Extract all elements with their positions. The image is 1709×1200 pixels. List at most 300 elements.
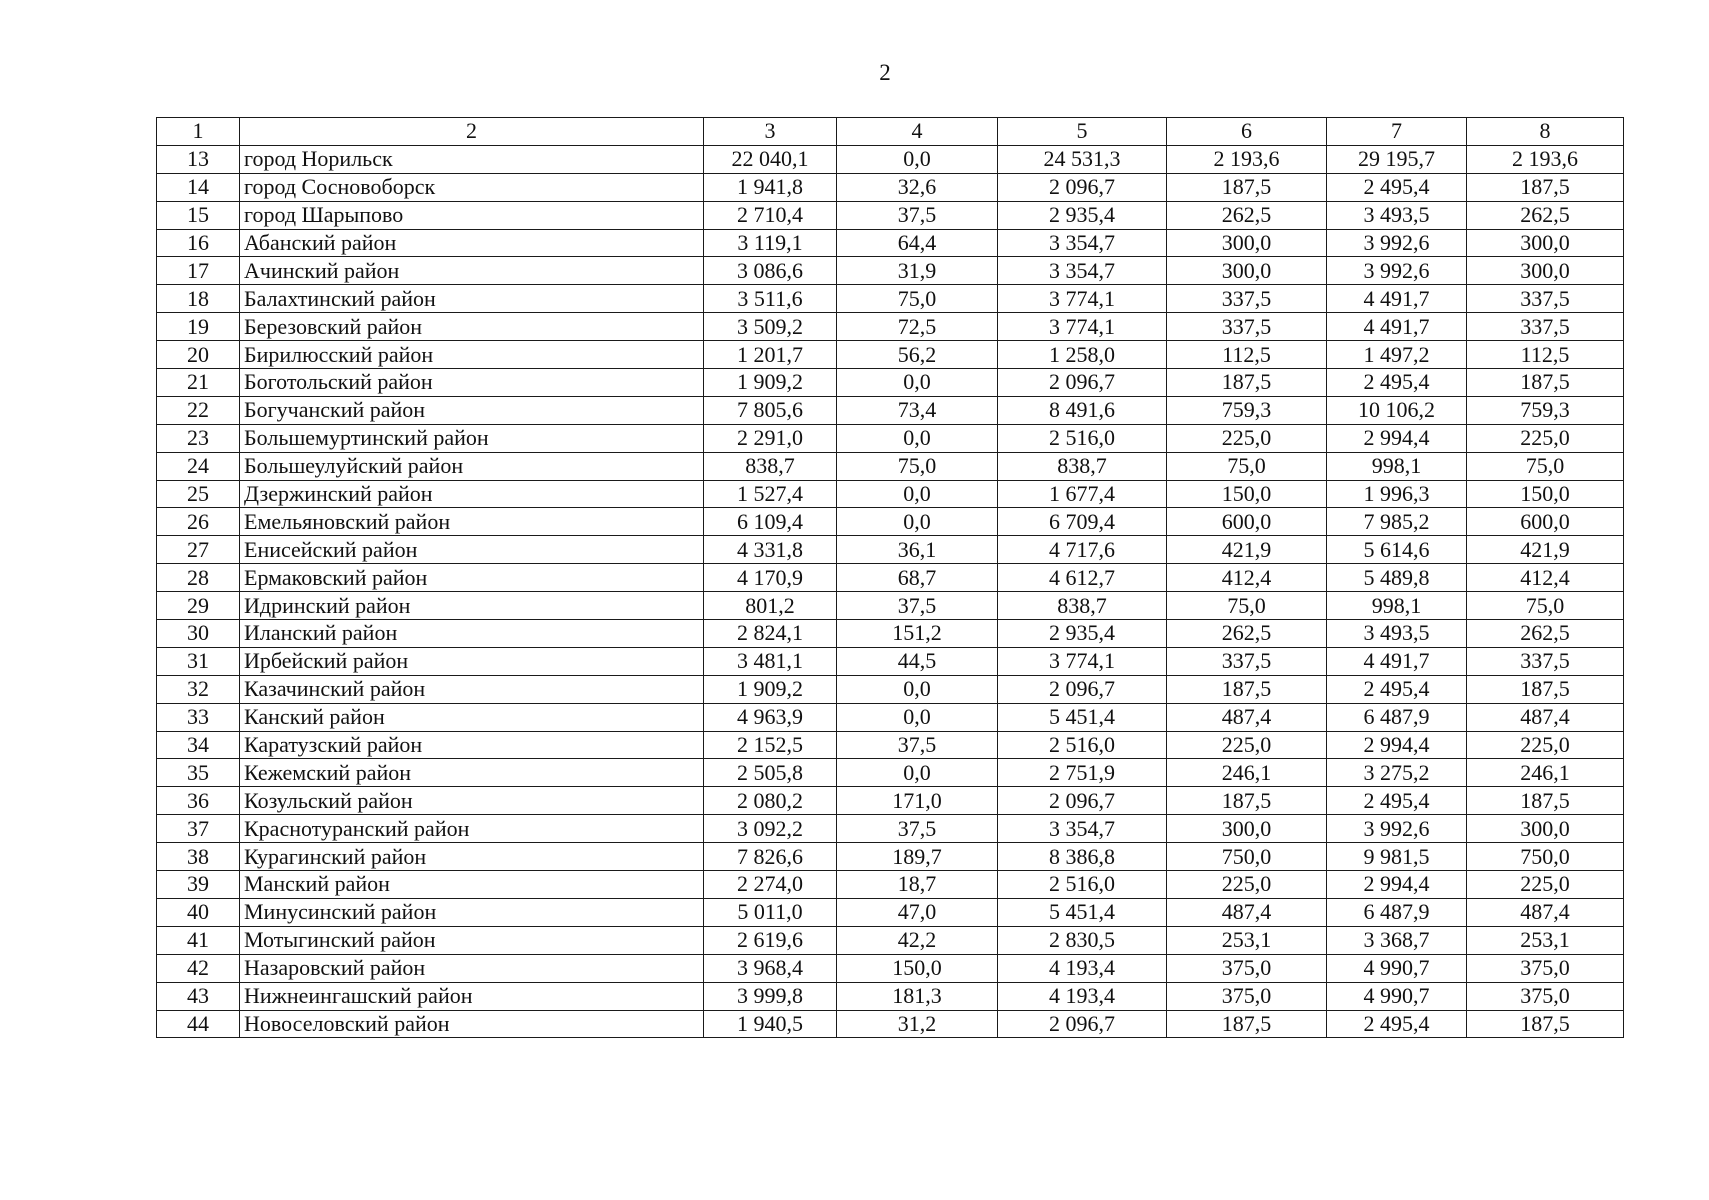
value-cell-col5: 3 354,7 xyxy=(998,257,1167,285)
value-cell-col5: 6 709,4 xyxy=(998,508,1167,536)
row-number-cell: 34 xyxy=(157,731,240,759)
row-number-cell: 13 xyxy=(157,145,240,173)
value-cell-col4: 0,0 xyxy=(837,369,998,397)
value-cell-col8: 337,5 xyxy=(1467,647,1624,675)
value-cell-col5: 5 451,4 xyxy=(998,703,1167,731)
value-cell-col7: 2 495,4 xyxy=(1327,675,1467,703)
row-number-cell: 28 xyxy=(157,564,240,592)
row-number-cell: 30 xyxy=(157,620,240,648)
table-row xyxy=(157,536,1624,564)
value-cell-col4: 0,0 xyxy=(837,508,998,536)
value-cell-col4: 189,7 xyxy=(837,843,998,871)
column-number-header: 8 xyxy=(1467,118,1624,146)
value-cell-col5: 8 491,6 xyxy=(998,396,1167,424)
value-cell-col8: 337,5 xyxy=(1467,313,1624,341)
table-row xyxy=(157,982,1624,1010)
district-name-cell: Богучанский район xyxy=(240,396,704,424)
district-name-cell: Минусинский район xyxy=(240,898,704,926)
district-name-cell: Курагинский район xyxy=(240,843,704,871)
value-cell-col7: 998,1 xyxy=(1327,452,1467,480)
row-number-cell: 39 xyxy=(157,871,240,899)
data-table xyxy=(156,117,1624,1038)
value-cell-col7: 2 994,4 xyxy=(1327,424,1467,452)
column-number-header: 1 xyxy=(157,118,240,146)
row-number-cell: 41 xyxy=(157,926,240,954)
value-cell-col7: 2 495,4 xyxy=(1327,1010,1467,1038)
value-cell-col3: 4 170,9 xyxy=(704,564,837,592)
value-cell-col3: 2 619,6 xyxy=(704,926,837,954)
row-number-cell: 36 xyxy=(157,787,240,815)
district-name-cell: Назаровский район xyxy=(240,954,704,982)
value-cell-col6: 300,0 xyxy=(1167,257,1327,285)
value-cell-col7: 1 996,3 xyxy=(1327,480,1467,508)
value-cell-col6: 300,0 xyxy=(1167,229,1327,257)
value-cell-col4: 44,5 xyxy=(837,647,998,675)
value-cell-col3: 3 481,1 xyxy=(704,647,837,675)
value-cell-col4: 0,0 xyxy=(837,703,998,731)
value-cell-col7: 4 990,7 xyxy=(1327,982,1467,1010)
row-number-cell: 29 xyxy=(157,592,240,620)
district-name-cell: город Шарыпово xyxy=(240,201,704,229)
value-cell-col5: 2 935,4 xyxy=(998,201,1167,229)
value-cell-col8: 421,9 xyxy=(1467,536,1624,564)
value-cell-col3: 2 505,8 xyxy=(704,759,837,787)
value-cell-col8: 600,0 xyxy=(1467,508,1624,536)
value-cell-col7: 4 491,7 xyxy=(1327,313,1467,341)
value-cell-col4: 0,0 xyxy=(837,675,998,703)
value-cell-col5: 2 096,7 xyxy=(998,675,1167,703)
value-cell-col4: 47,0 xyxy=(837,898,998,926)
table-row xyxy=(157,592,1624,620)
value-cell-col4: 32,6 xyxy=(837,173,998,201)
value-cell-col6: 150,0 xyxy=(1167,480,1327,508)
row-number-cell: 42 xyxy=(157,954,240,982)
table-row xyxy=(157,201,1624,229)
value-cell-col7: 4 990,7 xyxy=(1327,954,1467,982)
value-cell-col8: 187,5 xyxy=(1467,369,1624,397)
value-cell-col6: 225,0 xyxy=(1167,424,1327,452)
value-cell-col5: 2 751,9 xyxy=(998,759,1167,787)
column-number-header: 2 xyxy=(240,118,704,146)
value-cell-col8: 187,5 xyxy=(1467,787,1624,815)
value-cell-col7: 2 994,4 xyxy=(1327,731,1467,759)
value-cell-col4: 42,2 xyxy=(837,926,998,954)
table-row xyxy=(157,954,1624,982)
district-name-cell: Бирилюсский район xyxy=(240,341,704,369)
value-cell-col8: 750,0 xyxy=(1467,843,1624,871)
value-cell-col8: 150,0 xyxy=(1467,480,1624,508)
column-number-header: 3 xyxy=(704,118,837,146)
value-cell-col5: 3 774,1 xyxy=(998,647,1167,675)
value-cell-col7: 5 489,8 xyxy=(1327,564,1467,592)
value-cell-col5: 24 531,3 xyxy=(998,145,1167,173)
value-cell-col5: 2 516,0 xyxy=(998,424,1167,452)
row-number-cell: 25 xyxy=(157,480,240,508)
district-name-cell: Емельяновский район xyxy=(240,508,704,536)
table-row xyxy=(157,926,1624,954)
value-cell-col6: 246,1 xyxy=(1167,759,1327,787)
value-cell-col5: 2 096,7 xyxy=(998,787,1167,815)
district-name-cell: Мотыгинский район xyxy=(240,926,704,954)
table-row xyxy=(157,452,1624,480)
value-cell-col6: 187,5 xyxy=(1167,787,1327,815)
district-name-cell: Березовский район xyxy=(240,313,704,341)
value-cell-col6: 487,4 xyxy=(1167,898,1327,926)
value-cell-col7: 9 981,5 xyxy=(1327,843,1467,871)
district-name-cell: Казачинский район xyxy=(240,675,704,703)
district-name-cell: Каратузский район xyxy=(240,731,704,759)
value-cell-col8: 225,0 xyxy=(1467,424,1624,452)
value-cell-col6: 225,0 xyxy=(1167,731,1327,759)
table-row xyxy=(157,508,1624,536)
table-row xyxy=(157,620,1624,648)
value-cell-col8: 225,0 xyxy=(1467,731,1624,759)
row-number-cell: 32 xyxy=(157,675,240,703)
row-number-cell: 44 xyxy=(157,1010,240,1038)
value-cell-col3: 7 826,6 xyxy=(704,843,837,871)
row-number-cell: 24 xyxy=(157,452,240,480)
value-cell-col6: 375,0 xyxy=(1167,954,1327,982)
column-number-header: 7 xyxy=(1327,118,1467,146)
value-cell-col4: 150,0 xyxy=(837,954,998,982)
value-cell-col7: 5 614,6 xyxy=(1327,536,1467,564)
value-cell-col7: 3 493,5 xyxy=(1327,201,1467,229)
value-cell-col5: 3 774,1 xyxy=(998,313,1167,341)
table-row xyxy=(157,843,1624,871)
value-cell-col6: 262,5 xyxy=(1167,201,1327,229)
district-name-cell: Дзержинский район xyxy=(240,480,704,508)
value-cell-col5: 8 386,8 xyxy=(998,843,1167,871)
value-cell-col6: 187,5 xyxy=(1167,173,1327,201)
row-number-cell: 20 xyxy=(157,341,240,369)
value-cell-col6: 253,1 xyxy=(1167,926,1327,954)
district-name-cell: город Норильск xyxy=(240,145,704,173)
row-number-cell: 31 xyxy=(157,647,240,675)
value-cell-col7: 6 487,9 xyxy=(1327,898,1467,926)
district-name-cell: Ермаковский район xyxy=(240,564,704,592)
value-cell-col4: 64,4 xyxy=(837,229,998,257)
column-number-header: 4 xyxy=(837,118,998,146)
value-cell-col7: 4 491,7 xyxy=(1327,647,1467,675)
value-cell-col8: 375,0 xyxy=(1467,982,1624,1010)
value-cell-col4: 18,7 xyxy=(837,871,998,899)
value-cell-col3: 3 119,1 xyxy=(704,229,837,257)
value-cell-col3: 7 805,6 xyxy=(704,396,837,424)
value-cell-col3: 22 040,1 xyxy=(704,145,837,173)
row-number-cell: 23 xyxy=(157,424,240,452)
row-number-cell: 33 xyxy=(157,703,240,731)
value-cell-col3: 2 710,4 xyxy=(704,201,837,229)
value-cell-col3: 2 152,5 xyxy=(704,731,837,759)
value-cell-col5: 4 612,7 xyxy=(998,564,1167,592)
value-cell-col3: 838,7 xyxy=(704,452,837,480)
value-cell-col3: 3 968,4 xyxy=(704,954,837,982)
value-cell-col7: 998,1 xyxy=(1327,592,1467,620)
value-cell-col6: 75,0 xyxy=(1167,592,1327,620)
value-cell-col6: 421,9 xyxy=(1167,536,1327,564)
table-body xyxy=(157,118,1624,1038)
value-cell-col4: 31,9 xyxy=(837,257,998,285)
value-cell-col7: 4 491,7 xyxy=(1327,285,1467,313)
value-cell-col3: 801,2 xyxy=(704,592,837,620)
value-cell-col5: 2 096,7 xyxy=(998,369,1167,397)
value-cell-col3: 2 824,1 xyxy=(704,620,837,648)
value-cell-col6: 2 193,6 xyxy=(1167,145,1327,173)
district-name-cell: Новоселовский район xyxy=(240,1010,704,1038)
table-row xyxy=(157,369,1624,397)
value-cell-col5: 4 193,4 xyxy=(998,954,1167,982)
table-row xyxy=(157,313,1624,341)
value-cell-col3: 1 527,4 xyxy=(704,480,837,508)
value-cell-col3: 3 509,2 xyxy=(704,313,837,341)
value-cell-col3: 6 109,4 xyxy=(704,508,837,536)
row-number-cell: 22 xyxy=(157,396,240,424)
value-cell-col4: 31,2 xyxy=(837,1010,998,1038)
row-number-cell: 18 xyxy=(157,285,240,313)
value-cell-col7: 29 195,7 xyxy=(1327,145,1467,173)
value-cell-col6: 112,5 xyxy=(1167,341,1327,369)
value-cell-col7: 10 106,2 xyxy=(1327,396,1467,424)
value-cell-col4: 0,0 xyxy=(837,759,998,787)
district-name-cell: Краснотуранский район xyxy=(240,815,704,843)
table-row xyxy=(157,703,1624,731)
value-cell-col5: 4 193,4 xyxy=(998,982,1167,1010)
value-cell-col6: 75,0 xyxy=(1167,452,1327,480)
value-cell-col6: 337,5 xyxy=(1167,647,1327,675)
row-number-cell: 21 xyxy=(157,369,240,397)
value-cell-col7: 3 992,6 xyxy=(1327,229,1467,257)
value-cell-col8: 412,4 xyxy=(1467,564,1624,592)
value-cell-col3: 4 963,9 xyxy=(704,703,837,731)
value-cell-col6: 750,0 xyxy=(1167,843,1327,871)
value-cell-col3: 1 909,2 xyxy=(704,369,837,397)
value-cell-col8: 487,4 xyxy=(1467,898,1624,926)
value-cell-col5: 2 935,4 xyxy=(998,620,1167,648)
row-number-cell: 40 xyxy=(157,898,240,926)
value-cell-col8: 375,0 xyxy=(1467,954,1624,982)
table-row xyxy=(157,396,1624,424)
value-cell-col8: 187,5 xyxy=(1467,1010,1624,1038)
table-row xyxy=(157,424,1624,452)
row-number-cell: 14 xyxy=(157,173,240,201)
value-cell-col3: 1 941,8 xyxy=(704,173,837,201)
value-cell-col5: 3 774,1 xyxy=(998,285,1167,313)
value-cell-col6: 262,5 xyxy=(1167,620,1327,648)
value-cell-col8: 112,5 xyxy=(1467,341,1624,369)
value-cell-col5: 3 354,7 xyxy=(998,815,1167,843)
value-cell-col4: 56,2 xyxy=(837,341,998,369)
value-cell-col5: 838,7 xyxy=(998,452,1167,480)
district-name-cell: Ачинский район xyxy=(240,257,704,285)
value-cell-col8: 75,0 xyxy=(1467,592,1624,620)
value-cell-col7: 3 275,2 xyxy=(1327,759,1467,787)
table-row xyxy=(157,229,1624,257)
district-name-cell: Канский район xyxy=(240,703,704,731)
value-cell-col5: 838,7 xyxy=(998,592,1167,620)
value-cell-col8: 2 193,6 xyxy=(1467,145,1624,173)
district-name-cell: Козульский район xyxy=(240,787,704,815)
row-number-cell: 26 xyxy=(157,508,240,536)
table-row xyxy=(157,898,1624,926)
district-name-cell: Нижнеингашский район xyxy=(240,982,704,1010)
district-name-cell: Иланский район xyxy=(240,620,704,648)
value-cell-col3: 5 011,0 xyxy=(704,898,837,926)
row-number-cell: 16 xyxy=(157,229,240,257)
table-row xyxy=(157,787,1624,815)
value-cell-col4: 37,5 xyxy=(837,731,998,759)
table-row xyxy=(157,647,1624,675)
value-cell-col8: 187,5 xyxy=(1467,675,1624,703)
value-cell-col7: 3 992,6 xyxy=(1327,257,1467,285)
value-cell-col7: 6 487,9 xyxy=(1327,703,1467,731)
table-row xyxy=(157,285,1624,313)
value-cell-col3: 4 331,8 xyxy=(704,536,837,564)
value-cell-col8: 300,0 xyxy=(1467,229,1624,257)
table-row xyxy=(157,675,1624,703)
district-name-cell: город Сосновоборск xyxy=(240,173,704,201)
value-cell-col6: 337,5 xyxy=(1167,313,1327,341)
value-cell-col6: 187,5 xyxy=(1167,675,1327,703)
value-cell-col7: 3 368,7 xyxy=(1327,926,1467,954)
value-cell-col4: 171,0 xyxy=(837,787,998,815)
value-cell-col5: 2 516,0 xyxy=(998,871,1167,899)
table-row xyxy=(157,564,1624,592)
table-row xyxy=(157,871,1624,899)
value-cell-col3: 3 086,6 xyxy=(704,257,837,285)
value-cell-col4: 72,5 xyxy=(837,313,998,341)
value-cell-col4: 68,7 xyxy=(837,564,998,592)
table-row xyxy=(157,341,1624,369)
value-cell-col8: 759,3 xyxy=(1467,396,1624,424)
value-cell-col4: 36,1 xyxy=(837,536,998,564)
value-cell-col8: 262,5 xyxy=(1467,201,1624,229)
value-cell-col3: 2 080,2 xyxy=(704,787,837,815)
value-cell-col8: 253,1 xyxy=(1467,926,1624,954)
value-cell-col8: 300,0 xyxy=(1467,257,1624,285)
value-cell-col6: 600,0 xyxy=(1167,508,1327,536)
district-name-cell: Идринский район xyxy=(240,592,704,620)
value-cell-col8: 225,0 xyxy=(1467,871,1624,899)
value-cell-col3: 1 201,7 xyxy=(704,341,837,369)
table-header-row xyxy=(157,118,1624,146)
value-cell-col5: 4 717,6 xyxy=(998,536,1167,564)
value-cell-col6: 187,5 xyxy=(1167,369,1327,397)
value-cell-col8: 187,5 xyxy=(1467,173,1624,201)
value-cell-col5: 3 354,7 xyxy=(998,229,1167,257)
row-number-cell: 27 xyxy=(157,536,240,564)
value-cell-col4: 37,5 xyxy=(837,592,998,620)
value-cell-col5: 1 677,4 xyxy=(998,480,1167,508)
value-cell-col7: 3 992,6 xyxy=(1327,815,1467,843)
value-cell-col6: 412,4 xyxy=(1167,564,1327,592)
value-cell-col3: 3 511,6 xyxy=(704,285,837,313)
column-number-header: 6 xyxy=(1167,118,1327,146)
table-row xyxy=(157,731,1624,759)
value-cell-col4: 181,3 xyxy=(837,982,998,1010)
value-cell-col7: 2 495,4 xyxy=(1327,369,1467,397)
value-cell-col6: 187,5 xyxy=(1167,1010,1327,1038)
district-name-cell: Манский район xyxy=(240,871,704,899)
value-cell-col4: 0,0 xyxy=(837,145,998,173)
value-cell-col4: 73,4 xyxy=(837,396,998,424)
value-cell-col8: 262,5 xyxy=(1467,620,1624,648)
value-cell-col4: 75,0 xyxy=(837,285,998,313)
row-number-cell: 19 xyxy=(157,313,240,341)
value-cell-col7: 2 495,4 xyxy=(1327,173,1467,201)
value-cell-col8: 246,1 xyxy=(1467,759,1624,787)
value-cell-col4: 0,0 xyxy=(837,424,998,452)
page-number: 2 xyxy=(879,60,891,85)
value-cell-col6: 375,0 xyxy=(1167,982,1327,1010)
value-cell-col5: 5 451,4 xyxy=(998,898,1167,926)
row-number-cell: 37 xyxy=(157,815,240,843)
district-name-cell: Ирбейский район xyxy=(240,647,704,675)
value-cell-col7: 3 493,5 xyxy=(1327,620,1467,648)
value-cell-col5: 2 516,0 xyxy=(998,731,1167,759)
column-number-header: 5 xyxy=(998,118,1167,146)
value-cell-col8: 75,0 xyxy=(1467,452,1624,480)
value-cell-col6: 487,4 xyxy=(1167,703,1327,731)
table-row xyxy=(157,480,1624,508)
value-cell-col7: 2 994,4 xyxy=(1327,871,1467,899)
value-cell-col7: 1 497,2 xyxy=(1327,341,1467,369)
value-cell-col4: 75,0 xyxy=(837,452,998,480)
table-row xyxy=(157,815,1624,843)
value-cell-col5: 2 096,7 xyxy=(998,1010,1167,1038)
district-name-cell: Боготольский район xyxy=(240,369,704,397)
value-cell-col8: 337,5 xyxy=(1467,285,1624,313)
value-cell-col6: 300,0 xyxy=(1167,815,1327,843)
table-row xyxy=(157,145,1624,173)
value-cell-col4: 151,2 xyxy=(837,620,998,648)
value-cell-col8: 300,0 xyxy=(1467,815,1624,843)
district-name-cell: Большемуртинский район xyxy=(240,424,704,452)
value-cell-col6: 337,5 xyxy=(1167,285,1327,313)
value-cell-col6: 225,0 xyxy=(1167,871,1327,899)
value-cell-col5: 2 830,5 xyxy=(998,926,1167,954)
value-cell-col6: 759,3 xyxy=(1167,396,1327,424)
value-cell-col3: 3 999,8 xyxy=(704,982,837,1010)
value-cell-col3: 2 291,0 xyxy=(704,424,837,452)
district-name-cell: Большеулуйский район xyxy=(240,452,704,480)
table-row xyxy=(157,257,1624,285)
district-name-cell: Кежемский район xyxy=(240,759,704,787)
row-number-cell: 17 xyxy=(157,257,240,285)
value-cell-col4: 37,5 xyxy=(837,201,998,229)
table-row xyxy=(157,173,1624,201)
row-number-cell: 38 xyxy=(157,843,240,871)
value-cell-col4: 37,5 xyxy=(837,815,998,843)
value-cell-col4: 0,0 xyxy=(837,480,998,508)
value-cell-col7: 7 985,2 xyxy=(1327,508,1467,536)
value-cell-col3: 1 940,5 xyxy=(704,1010,837,1038)
value-cell-col5: 2 096,7 xyxy=(998,173,1167,201)
row-number-cell: 35 xyxy=(157,759,240,787)
row-number-cell: 43 xyxy=(157,982,240,1010)
value-cell-col3: 3 092,2 xyxy=(704,815,837,843)
value-cell-col8: 487,4 xyxy=(1467,703,1624,731)
row-number-cell: 15 xyxy=(157,201,240,229)
value-cell-col5: 1 258,0 xyxy=(998,341,1167,369)
district-name-cell: Енисейский район xyxy=(240,536,704,564)
value-cell-col3: 2 274,0 xyxy=(704,871,837,899)
table-row xyxy=(157,1010,1624,1038)
value-cell-col3: 1 909,2 xyxy=(704,675,837,703)
district-name-cell: Балахтинский район xyxy=(240,285,704,313)
value-cell-col7: 2 495,4 xyxy=(1327,787,1467,815)
district-name-cell: Абанский район xyxy=(240,229,704,257)
table-row xyxy=(157,759,1624,787)
